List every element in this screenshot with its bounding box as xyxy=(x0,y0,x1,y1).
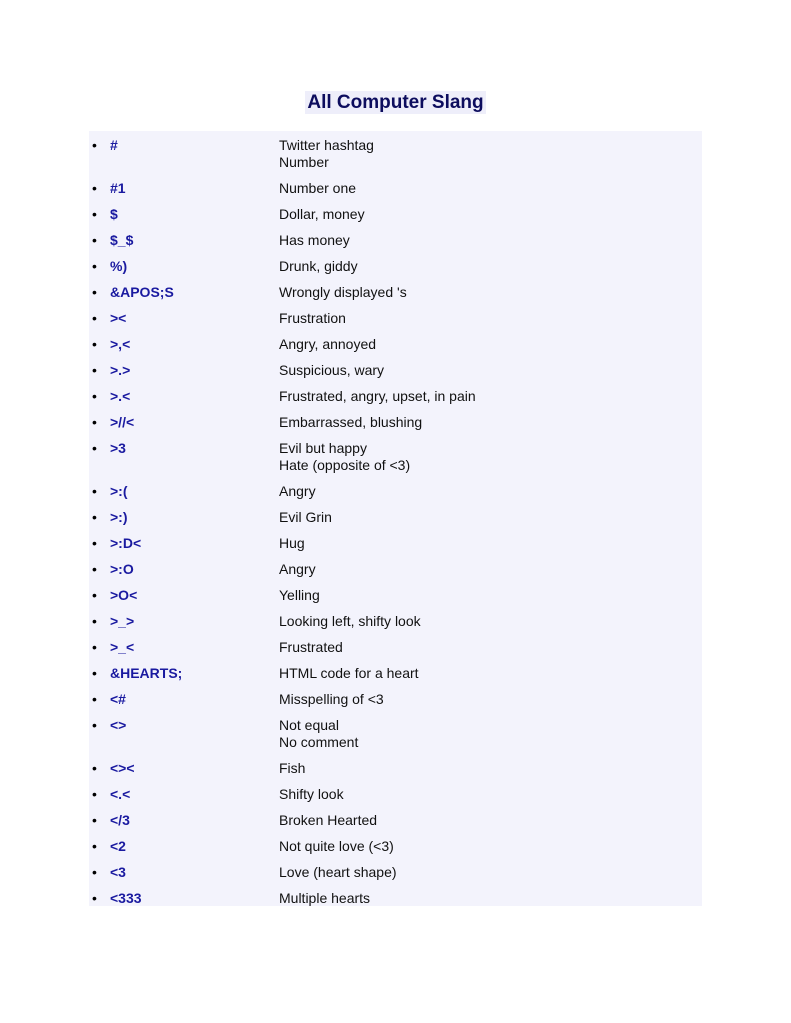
slang-definition xyxy=(279,812,377,829)
bullet-icon: • xyxy=(92,786,97,802)
slang-term: $_$ xyxy=(110,232,134,248)
slang-definition xyxy=(279,587,320,604)
slang-definition xyxy=(279,362,384,379)
slang-term: <333 xyxy=(110,890,142,906)
list-item xyxy=(89,284,407,301)
bullet-icon: • xyxy=(92,336,97,352)
definition-line: Frustration xyxy=(279,310,346,326)
slang-definition xyxy=(279,864,397,881)
slang-term: <> xyxy=(110,717,127,733)
bullet-icon: • xyxy=(92,388,97,404)
slang-term: &HEARTS; xyxy=(110,665,183,681)
slang-term: >O< xyxy=(110,587,138,603)
slang-definition xyxy=(279,561,316,578)
list-item xyxy=(89,336,376,353)
definition-line: Hug xyxy=(279,535,305,551)
bullet-icon: • xyxy=(92,414,97,430)
slang-term: %) xyxy=(110,258,128,274)
slang-list xyxy=(89,131,702,906)
slang-definition xyxy=(279,414,422,431)
slang-definition xyxy=(279,388,476,405)
slang-term: >< xyxy=(110,310,127,326)
bullet-icon: • xyxy=(92,483,97,499)
slang-term: </3 xyxy=(110,812,130,828)
slang-term: >:D< xyxy=(110,535,142,551)
definition-line: Number xyxy=(279,154,329,170)
list-item xyxy=(89,691,384,708)
definition-line: Dollar, money xyxy=(279,206,365,222)
bullet-icon: • xyxy=(92,206,97,222)
definition-line: Fish xyxy=(279,760,306,776)
list-item xyxy=(89,137,374,171)
list-item xyxy=(89,535,305,552)
slang-definition xyxy=(279,535,305,552)
slang-term: >:O xyxy=(110,561,134,577)
list-item xyxy=(89,890,370,907)
slang-term: >3 xyxy=(110,440,126,456)
slang-definition xyxy=(279,258,358,275)
slang-term: #1 xyxy=(110,180,126,196)
slang-definition xyxy=(279,310,346,327)
list-item xyxy=(89,440,410,474)
definition-line: Not equal xyxy=(279,717,339,733)
list-item xyxy=(89,812,377,829)
slang-definition xyxy=(279,890,370,907)
definition-line: No comment xyxy=(279,734,359,750)
list-item xyxy=(89,760,305,777)
title-container xyxy=(0,91,791,114)
slang-definition xyxy=(279,665,419,682)
slang-definition xyxy=(279,440,410,474)
slang-term: # xyxy=(110,137,118,153)
definition-line: Wrongly displayed 's xyxy=(279,284,407,300)
slang-term: <>< xyxy=(110,760,135,776)
list-item xyxy=(89,587,320,604)
slang-term: <2 xyxy=(110,838,126,854)
list-item xyxy=(89,561,316,578)
slang-term: >,< xyxy=(110,336,131,352)
definition-line: Not quite love (<3) xyxy=(279,838,394,854)
bullet-icon: • xyxy=(92,561,97,577)
slang-definition xyxy=(279,232,350,249)
slang-definition xyxy=(279,509,332,526)
slang-term: <3 xyxy=(110,864,126,880)
slang-definition xyxy=(279,786,344,803)
list-item xyxy=(89,414,422,431)
bullet-icon: • xyxy=(92,137,97,153)
slang-definition xyxy=(279,336,376,353)
definition-line: Shifty look xyxy=(279,786,344,802)
slang-term: >_> xyxy=(110,613,135,629)
list-item xyxy=(89,310,346,327)
slang-term: &APOS;S xyxy=(110,284,174,300)
bullet-icon: • xyxy=(92,665,97,681)
slang-term: $ xyxy=(110,206,118,222)
slang-term: >:) xyxy=(110,509,128,525)
list-item xyxy=(89,786,344,803)
definition-line: Angry xyxy=(279,483,316,499)
definition-line: Suspicious, wary xyxy=(279,362,385,378)
bullet-icon: • xyxy=(92,232,97,248)
bullet-icon: • xyxy=(92,509,97,525)
page-title: All Computer Slang xyxy=(307,92,484,113)
definition-line: Misspelling of <3 xyxy=(279,691,384,707)
bullet-icon: • xyxy=(92,691,97,707)
slang-definition xyxy=(279,180,356,197)
definition-line: Angry xyxy=(279,561,316,577)
list-item xyxy=(89,180,356,197)
bullet-icon: • xyxy=(92,812,97,828)
slang-term: >//< xyxy=(110,414,135,430)
slang-definition xyxy=(279,691,384,708)
bullet-icon: • xyxy=(92,440,97,456)
list-item xyxy=(89,362,384,379)
list-item xyxy=(89,864,397,881)
slang-definition xyxy=(279,483,316,500)
bullet-icon: • xyxy=(92,838,97,854)
definition-line: Evil but happy xyxy=(279,440,367,456)
definition-line: Hate (opposite of <3) xyxy=(279,457,411,473)
list-item xyxy=(89,388,476,405)
slang-term: <.< xyxy=(110,786,131,802)
definition-line: Has money xyxy=(279,232,350,248)
slang-term: >_< xyxy=(110,639,135,655)
definition-line: Frustrated, angry, upset, in pain xyxy=(279,388,476,404)
list-item xyxy=(89,483,316,500)
slang-definition xyxy=(279,284,407,301)
list-item xyxy=(89,509,332,526)
definition-line: Evil Grin xyxy=(279,509,332,525)
definition-line: Angry, annoyed xyxy=(279,336,377,352)
bullet-icon: • xyxy=(92,639,97,655)
definition-line: Broken Hearted xyxy=(279,812,378,828)
list-item xyxy=(89,665,419,682)
list-item xyxy=(89,232,350,249)
definition-line: Looking left, shifty look xyxy=(279,613,421,629)
slang-term: >.< xyxy=(110,388,131,404)
bullet-icon: • xyxy=(92,284,97,300)
list-item xyxy=(89,838,394,855)
definition-line: Twitter hashtag xyxy=(279,137,374,153)
slang-definition xyxy=(279,206,365,223)
slang-definition xyxy=(279,760,305,777)
bullet-icon: • xyxy=(92,310,97,326)
list-item xyxy=(89,613,421,630)
list-item xyxy=(89,258,358,275)
bullet-icon: • xyxy=(92,180,97,196)
bullet-icon: • xyxy=(92,613,97,629)
definition-line: Love (heart shape) xyxy=(279,864,397,880)
slang-term: >:( xyxy=(110,483,128,499)
slang-definition xyxy=(279,717,358,751)
definition-line: HTML code for a heart xyxy=(279,665,419,681)
definition-line: Embarrassed, blushing xyxy=(279,414,423,430)
slang-term: <# xyxy=(110,691,126,707)
bullet-icon: • xyxy=(92,258,97,274)
slang-definition xyxy=(279,137,374,171)
bullet-icon: • xyxy=(92,864,97,880)
definition-line: Number one xyxy=(279,180,357,196)
list-item xyxy=(89,717,358,751)
bullet-icon: • xyxy=(92,535,97,551)
definition-line: Frustrated xyxy=(279,639,343,655)
slang-term: >.> xyxy=(110,362,131,378)
slang-definition xyxy=(279,639,343,656)
definition-line: Multiple hearts xyxy=(279,890,371,906)
bullet-icon: • xyxy=(92,362,97,378)
list-item xyxy=(89,639,343,656)
definition-line: Drunk, giddy xyxy=(279,258,358,274)
bullet-icon: • xyxy=(92,717,97,733)
definition-line: Yelling xyxy=(279,587,320,603)
bullet-icon: • xyxy=(92,890,97,906)
slang-definition xyxy=(279,838,394,855)
bullet-icon: • xyxy=(92,760,97,776)
slang-definition xyxy=(279,613,421,630)
list-item xyxy=(89,206,365,223)
bullet-icon: • xyxy=(92,587,97,603)
